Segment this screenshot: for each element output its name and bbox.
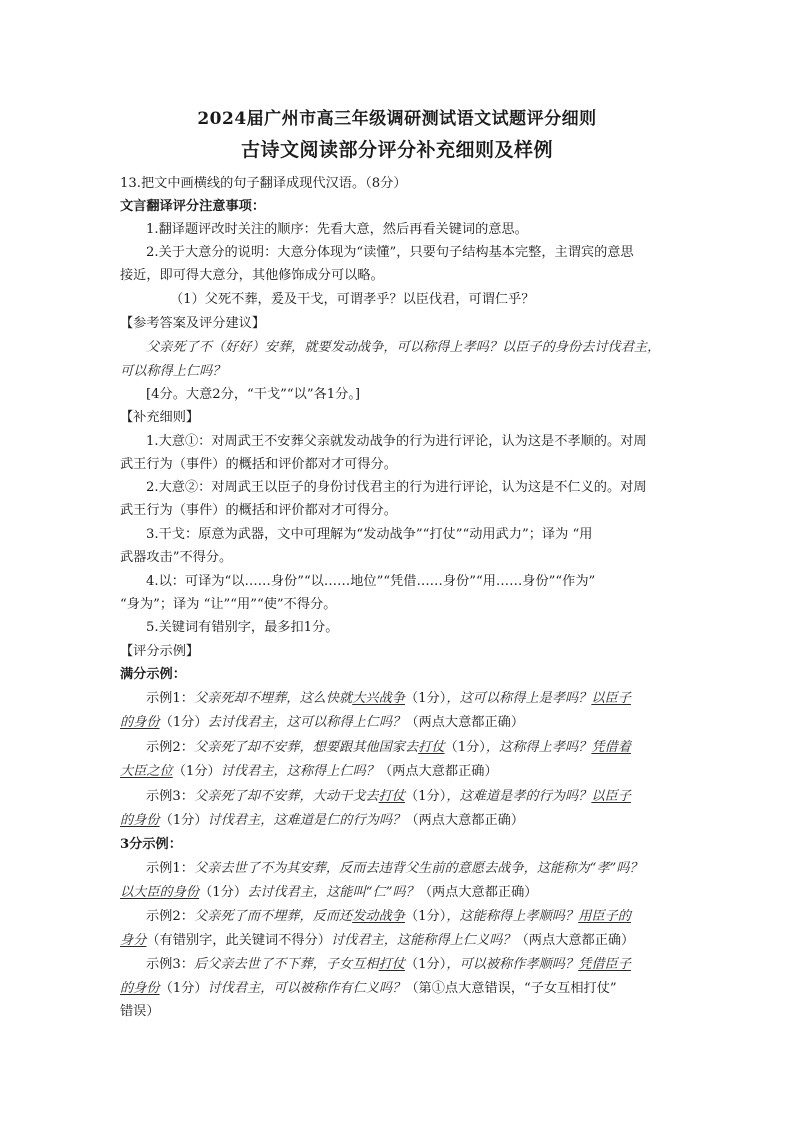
note-2-line-2: 接近，即可得大意分，其他修饰成分可以略。 xyxy=(120,268,384,283)
question-line: 13.把文中画横线的句子翻译成现代汉语。（8分） xyxy=(120,176,407,191)
example-label: 示例3： xyxy=(146,957,194,972)
example-label: 示例2： xyxy=(146,909,194,924)
score-mark: （1分） xyxy=(404,789,447,804)
page-title: 2024届广州市高三年级调研测试语文试题评分细则 xyxy=(197,109,597,129)
supplement-1-line-1: 1.大意①：对周武王不安葬父亲就发动战争的行为进行评论，认为这是不孝顺的。对周 xyxy=(146,434,647,449)
underlined-keyword: 打仗 xyxy=(378,957,405,972)
supplement-5: 5.关键词有错别字，最多扣1分。 xyxy=(146,620,339,635)
note-1: 1.翻译题评改时关注的顺序：先看大意，然后再看关键词的意思。 xyxy=(146,222,528,237)
note-2-line-1: 2.关于大意分的说明：大意分体现为“读懂”，只要句子结构基本完整，主谓宾的意思 xyxy=(146,245,634,260)
handwritten-answer: 讨伐君主，这称得上仁吗？ xyxy=(220,764,379,779)
examples-heading: 【评分示例】 xyxy=(120,644,200,659)
handwritten-answer: ，这难道是孝的行为吗？ xyxy=(446,789,592,804)
grading-note: （第①点大意错误，“子女互相打仗” xyxy=(405,981,617,996)
underlined-keyword: 发动战争 xyxy=(352,909,405,924)
notes-heading: 文言翻译评分注意事项： xyxy=(120,199,266,214)
handwritten-answer: ，可以被称作孝顺吗？ xyxy=(446,957,579,972)
score-mark: （1分） xyxy=(404,957,447,972)
handwritten-answer: 父亲死却不埋葬，这么快就 xyxy=(193,691,353,706)
grading-note: （两点大意都正确） xyxy=(405,813,525,828)
full-example-2-line-2 xyxy=(120,764,498,780)
underlined-keyword: 身分 xyxy=(120,933,147,948)
score-mark: （1分） xyxy=(444,740,486,755)
handwritten-answer: 父亲死了而不埋葬，反而还 xyxy=(193,909,353,924)
underlined-keyword: 打仗 xyxy=(418,740,445,755)
supplement-4-line-1: 4.以：可译为“以……身份”“以……地位”“凭借……身份”“用……身份”“作为” xyxy=(146,574,596,589)
handwritten-answer: 去讨伐君主，这可以称得上仁吗？ xyxy=(207,715,406,730)
underlined-keyword: 以臣子 xyxy=(591,789,631,804)
underlined-keyword: 以臣子 xyxy=(591,691,631,706)
handwritten-answer: 父亲去世了不为其安葬，反而去违背父生前的意愿去战争，这能称为“孝”吗？ xyxy=(193,861,643,876)
example-label: 示例1： xyxy=(146,691,194,706)
grading-note: （两点大意都正确） xyxy=(378,764,498,779)
example-label: 示例3： xyxy=(146,789,194,804)
grading-note: （两点大意都正确） xyxy=(405,715,525,730)
full-example-1-line-1 xyxy=(146,691,631,707)
supplement-1-line-2: 武王行为（事件）的概括和评价都对才可得分。 xyxy=(120,457,397,472)
handwritten-answer: 讨伐君主，可以被称作有仁义吗？ xyxy=(207,981,406,996)
score-mark: （1分） xyxy=(404,691,447,706)
underlined-keyword: 的身份 xyxy=(120,715,160,730)
example-label: 示例1： xyxy=(146,861,194,876)
handwritten-answer: 讨伐君主，这能称得上仁义吗？ xyxy=(331,933,516,948)
handwritten-answer: ，这可以称得上是孝吗？ xyxy=(446,691,592,706)
underlined-keyword: 用臣子的 xyxy=(578,909,631,924)
underlined-keyword: 凭借着 xyxy=(591,740,631,755)
score-mark: （1分） xyxy=(172,764,221,779)
reference-answer-line-1: 父亲死了不（好好）安葬，就要发动战争，可以称得上孝吗？以臣子的身份去讨伐君主， xyxy=(146,340,661,355)
score-mark: （1分） xyxy=(404,909,447,924)
underlined-keyword: 打仗 xyxy=(378,789,405,804)
underlined-keyword: 大兴战争 xyxy=(352,691,405,706)
supplement-4-line-2: “身为”；译为 “让”“用”“使”不得分。 xyxy=(120,597,337,612)
handwritten-answer: 后父亲去世了不下葬，子女互相 xyxy=(193,957,379,972)
three-example-3-line-1 xyxy=(146,957,631,973)
grading-note: （两点大意都正确） xyxy=(418,885,538,900)
three-point-heading: 3分示例： xyxy=(120,837,182,852)
full-score-heading: 满分示例： xyxy=(120,667,186,682)
three-example-2-line-1 xyxy=(146,909,631,925)
source-sentence: （1）父死不葬，爰及干戈，可谓孝乎？以臣伐君，可谓仁乎？ xyxy=(170,292,535,307)
underlined-keyword: 凭借臣子 xyxy=(578,957,631,972)
handwritten-answer: 去讨伐君主，这能叫“仁”吗？ xyxy=(247,885,419,900)
handwritten-answer: ，这称得上孝吗？ xyxy=(485,740,592,755)
supplement-3-line-2: 武器攻击”不得分。 xyxy=(120,550,233,565)
supplement-3-line-1: 3.干戈：原意为武器，文中可理解为“发动战争”“打仗”“动用武力”；译为 “用 xyxy=(146,527,593,542)
score-mark: （有错别字，此关键词不得分） xyxy=(146,933,331,948)
grading-note: （两点大意都正确） xyxy=(515,933,635,948)
full-example-3-line-1 xyxy=(146,789,631,805)
score-mark: （1分） xyxy=(159,813,208,828)
three-example-1-line-1 xyxy=(146,861,643,877)
full-example-1-line-2 xyxy=(120,715,524,731)
reference-answer-line-2: 可以称得上仁吗？ xyxy=(120,364,226,379)
example-label: 示例2： xyxy=(146,740,194,755)
supplement-2-line-1: 2.大意②：对周武王以臣子的身份讨伐君主的行为进行评论，认为这是不仁义的。对周 xyxy=(146,480,647,495)
score-mark: （1分） xyxy=(159,981,208,996)
handwritten-answer: 父亲死了却不安葬，大动干戈去 xyxy=(193,789,379,804)
supplement-heading: 【补充细则】 xyxy=(120,410,200,425)
full-example-3-line-2 xyxy=(120,813,524,829)
points-note: [4分。大意2分，“干戈”“以”各1分。] xyxy=(146,387,361,402)
underlined-keyword: 大臣之位 xyxy=(120,764,173,779)
three-example-1-line-2 xyxy=(120,885,538,901)
handwritten-answer: 父亲死了却不安葬，想要跟其他国家去 xyxy=(193,740,419,755)
three-example-3-line-2 xyxy=(120,981,617,997)
supplement-2-line-2: 武王行为（事件）的概括和评价都对才可得分。 xyxy=(120,503,397,518)
three-example-2-line-2 xyxy=(120,933,634,949)
underlined-keyword: 的身份 xyxy=(120,813,160,828)
handwritten-answer: ，这能称得上孝顺吗？ xyxy=(446,909,579,924)
page-subtitle: 古诗文阅读部分评分补充细则及样例 xyxy=(240,139,553,161)
full-example-2-line-1 xyxy=(146,740,631,756)
underlined-keyword: 的身份 xyxy=(120,981,160,996)
underlined-keyword: 以大臣的身份 xyxy=(120,885,200,900)
score-mark: （1分） xyxy=(199,885,248,900)
reference-heading: 【参考答案及评分建议】 xyxy=(120,316,266,331)
three-example-3-line-3: 错误） xyxy=(120,1004,160,1019)
handwritten-answer: 讨伐君主，这难道是仁的行为吗？ xyxy=(207,813,406,828)
score-mark: （1分） xyxy=(159,715,208,730)
